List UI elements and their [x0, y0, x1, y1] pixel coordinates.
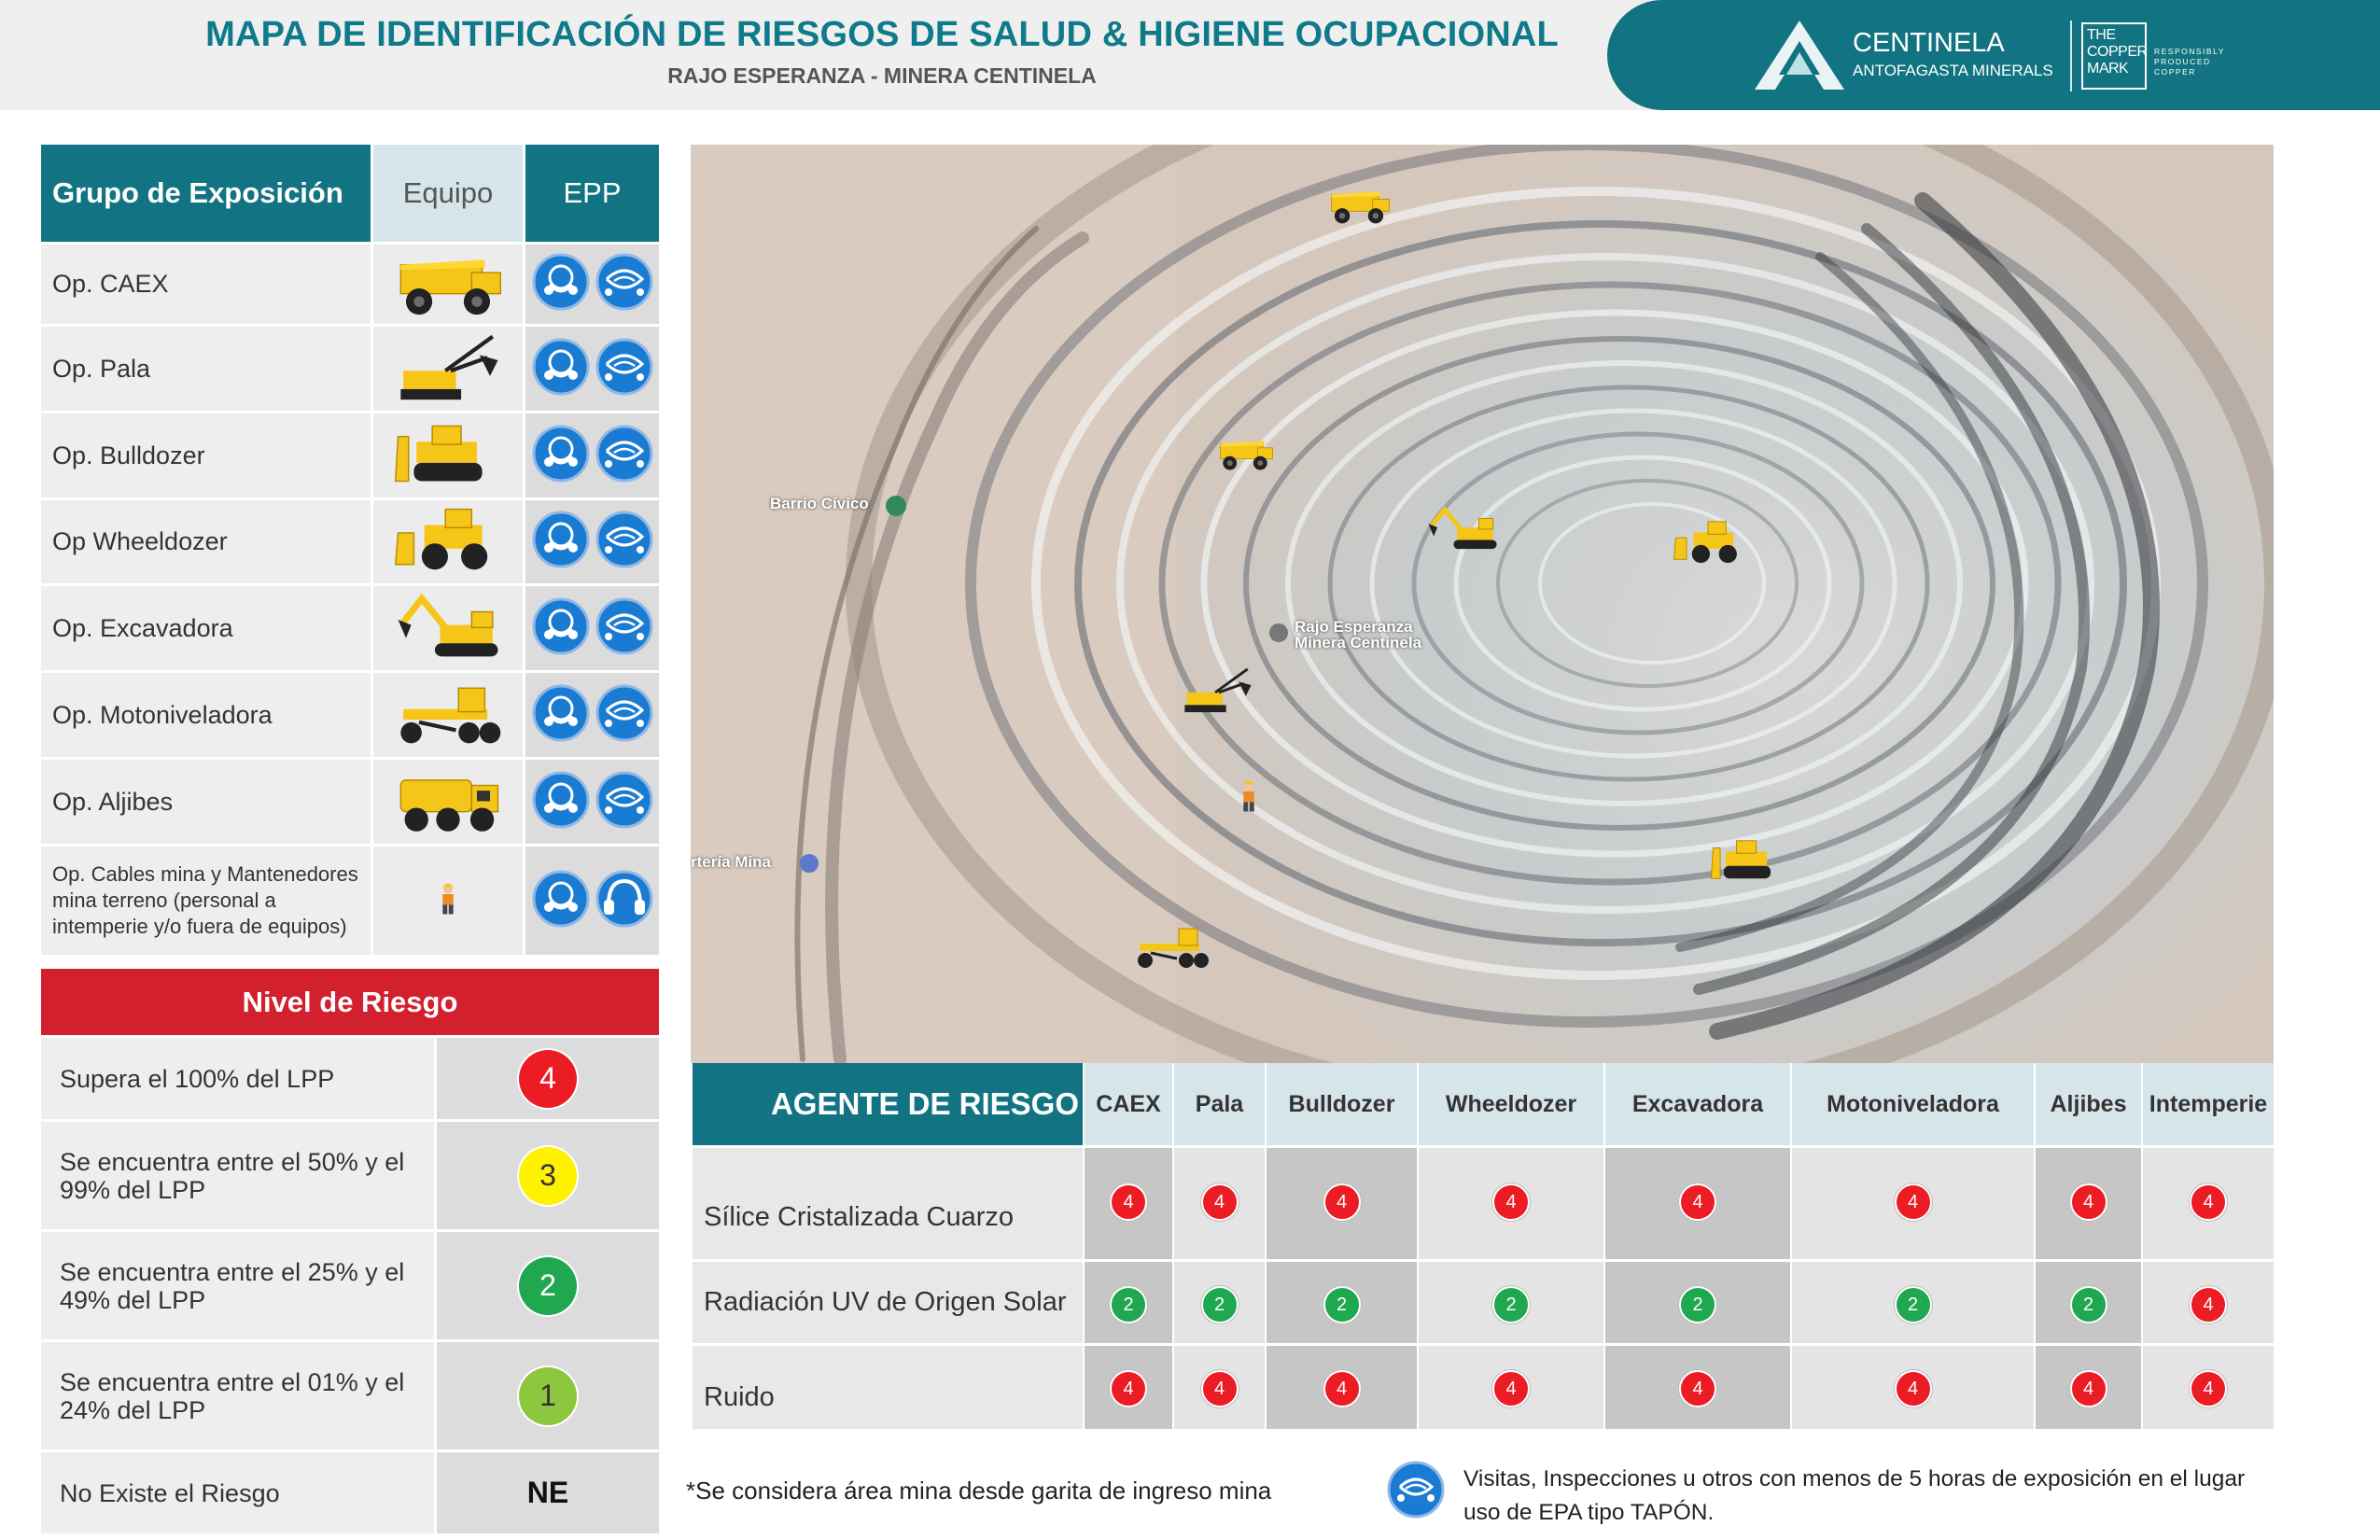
risk-badge: 4: [1110, 1370, 1147, 1407]
exposure-row-ppe: [525, 327, 662, 413]
matrix-cell: [2143, 1262, 2275, 1346]
mine-pit-map[interactable]: [691, 145, 2274, 1063]
map-marker-barrio: [886, 496, 906, 516]
haul-truck-icon: [1215, 434, 1275, 476]
earplug-icon: [595, 771, 653, 833]
earplug-icon: [595, 684, 653, 747]
worker-icon: [420, 873, 476, 930]
copper-mark-tagline: RESPONSIBLY PRODUCED COPPER: [2154, 47, 2225, 77]
copper-mark-logo: THE COPPER MARK: [2081, 22, 2147, 90]
mine-area-note: *Se considera área mina desde garita de ingreso mina: [686, 1477, 1272, 1505]
map-label-porteria: rtería Mina: [691, 853, 771, 871]
map-label-pit-line2: Minera Centinela: [1295, 634, 1422, 651]
risk-level-value: [437, 1122, 662, 1232]
risk-level-value: [437, 1452, 662, 1536]
respirator-icon: [532, 253, 590, 315]
respirator-icon: [532, 870, 590, 932]
earplug-icon: [595, 425, 653, 487]
motor-grader-icon: [392, 678, 504, 753]
earplug-icon: [595, 597, 653, 660]
exposure-row-ppe: [525, 760, 662, 847]
risk-badge: 4: [1895, 1183, 1932, 1221]
visit-note-line1: Visitas, Inspecciones u otros con menos de 5 horas de exposición en el lugar: [1463, 1466, 2246, 1491]
exposure-row-ppe: [525, 847, 662, 958]
risk-level-value: [437, 1038, 662, 1122]
excavator-icon: [1423, 504, 1502, 557]
haul-truck-icon: [1325, 184, 1393, 230]
matrix-cell: [1174, 1262, 1267, 1346]
wheeldozer-icon: [1671, 518, 1749, 571]
exposure-row-label: Op. Pala: [41, 327, 373, 413]
risk-badge: 4: [1110, 1183, 1147, 1221]
brand-divider: [2070, 21, 2072, 91]
risk-badge: 4: [2070, 1370, 2107, 1407]
earplug-icon: [595, 253, 653, 315]
exposure-row-label: Op. Motoniveladora: [41, 673, 373, 760]
risk-level-badge: 1: [519, 1367, 577, 1425]
exposure-row-equipment: [373, 847, 525, 958]
matrix-cell: [2143, 1346, 2275, 1432]
risk-badge: 2: [1679, 1286, 1716, 1323]
exposure-row-equipment: [373, 245, 525, 327]
brand-name: CENTINELA: [1853, 28, 2005, 58]
satellite-map-image: [691, 145, 2274, 1063]
risk-level-label: Se encuentra entre el 25% y el 49% del LPP: [41, 1232, 437, 1342]
motor-grader-icon: [1131, 921, 1211, 976]
exposure-row-label: Op. Excavadora: [41, 586, 373, 673]
shovel-icon: [1178, 665, 1256, 719]
matrix-cell: [1605, 1262, 1792, 1346]
matrix-column-header: Pala: [1174, 1063, 1267, 1148]
water-truck-icon: [392, 764, 504, 840]
respirator-icon: [532, 425, 590, 487]
risk-badge: 4: [1679, 1370, 1716, 1407]
matrix-cell: [1792, 1262, 2036, 1346]
matrix-cell: [2036, 1262, 2143, 1346]
matrix-agent-label: Ruido: [693, 1346, 1085, 1432]
matrix-title: AGENTE DE RIESGO: [693, 1063, 1085, 1148]
matrix-column-header: Wheeldozer: [1419, 1063, 1605, 1148]
risk-badge: 4: [1492, 1370, 1530, 1407]
exposure-row-label: Op. CAEX: [41, 245, 373, 327]
page-subtitle: RAJO ESPERANZA - MINERA CENTINELA: [667, 63, 1097, 88]
risk-level-badge: NE: [526, 1476, 569, 1509]
matrix-agent-label: Radiación UV de Origen Solar: [693, 1262, 1085, 1346]
matrix-column-header: Aljibes: [2036, 1063, 2143, 1148]
header-ppe: EPP: [525, 145, 662, 245]
exposure-row-equipment: [373, 327, 525, 413]
matrix-cell: [2036, 1346, 2143, 1432]
visit-note-line2: uso de EPA tipo TAPÓN.: [1463, 1500, 1715, 1525]
risk-badge: 4: [2190, 1183, 2227, 1221]
matrix-cell: [1085, 1148, 1174, 1262]
risk-level-badge: 4: [519, 1050, 577, 1108]
exposure-row-label: Op. Bulldozer: [41, 413, 373, 500]
centinela-logo-icon: [1755, 21, 1844, 90]
map-label-pit-line1: Rajo Esperanza: [1295, 618, 1413, 636]
matrix-column-header: Bulldozer: [1267, 1063, 1419, 1148]
matrix-cell: [1085, 1346, 1174, 1432]
matrix-cell: [1174, 1346, 1267, 1432]
exposure-row-equipment: [373, 760, 525, 847]
respirator-icon: [532, 684, 590, 747]
matrix-cell: [1792, 1346, 2036, 1432]
excavator-icon: [392, 591, 504, 666]
matrix-cell: [2036, 1148, 2143, 1262]
map-marker-porteria: [800, 854, 819, 873]
risk-badge: 4: [2190, 1370, 2227, 1407]
matrix-cell: [1419, 1148, 1605, 1262]
matrix-cell: [1267, 1346, 1419, 1432]
matrix-column-header: CAEX: [1085, 1063, 1174, 1148]
risk-badge: 4: [2190, 1286, 2227, 1323]
risk-badge: 2: [1201, 1286, 1239, 1323]
exposure-row-ppe: [525, 413, 662, 500]
matrix-column-header: Intemperie: [2143, 1063, 2275, 1148]
risk-badge: 4: [1323, 1183, 1361, 1221]
page-title: MAPA DE IDENTIFICACIÓN DE RIESGOS DE SALUD & HIGIENE OCUPACIONAL: [205, 15, 1559, 54]
matrix-cell: [2143, 1148, 2275, 1262]
earplug-icon: [595, 338, 653, 400]
exposure-row-label: Op Wheeldozer: [41, 500, 373, 586]
matrix-agent-label: Sílice Cristalizada Cuarzo: [693, 1148, 1085, 1262]
risk-level-badge: 2: [519, 1257, 577, 1315]
risk-level-label: Se encuentra entre el 01% y el 24% del LPP: [41, 1342, 437, 1452]
map-marker-pit: [1269, 623, 1288, 642]
risk-level-label: Supera el 100% del LPP: [41, 1038, 437, 1122]
risk-badge: 4: [1201, 1370, 1239, 1407]
risk-badge: 4: [2070, 1183, 2107, 1221]
bulldozer-icon: [1708, 835, 1786, 889]
risk-level-label: No Existe el Riesgo: [41, 1452, 437, 1536]
risk-badge: 4: [1895, 1370, 1932, 1407]
earplug-icon: [595, 511, 653, 573]
risk-level-title: Nivel de Riesgo: [41, 969, 662, 1038]
respirator-icon: [532, 771, 590, 833]
matrix-cell: [1419, 1346, 1605, 1432]
risk-badge: 4: [1323, 1370, 1361, 1407]
risk-level-value: [437, 1342, 662, 1452]
respirator-icon: [532, 511, 590, 573]
matrix-cell: [1267, 1148, 1419, 1262]
exposure-row-ppe: [525, 500, 662, 586]
haul-truck-icon: [392, 246, 504, 322]
exposure-row-ppe: [525, 245, 662, 327]
risk-badge: 4: [1679, 1183, 1716, 1221]
map-label-barrio: Barrio Cívico: [770, 495, 869, 512]
matrix-cell: [1174, 1148, 1267, 1262]
header-group: Grupo de Exposición: [41, 145, 373, 245]
matrix-cell: [1419, 1262, 1605, 1346]
exposure-row-ppe: [525, 673, 662, 760]
exposure-row-equipment: [373, 673, 525, 760]
matrix-cell: [1267, 1262, 1419, 1346]
risk-level-badge: 3: [519, 1147, 577, 1205]
wheeldozer-icon: [392, 504, 504, 580]
risk-level-label: Se encuentra entre el 50% y el 99% del LPP: [41, 1122, 437, 1232]
shovel-icon: [392, 331, 504, 407]
risk-badge: 2: [1110, 1286, 1147, 1323]
risk-badge: 2: [2070, 1286, 2107, 1323]
respirator-icon: [532, 597, 590, 660]
matrix-cell: [1792, 1148, 2036, 1262]
header-equipment: Equipo: [373, 145, 525, 245]
map-label-pit: [1295, 619, 1421, 651]
risk-level-value: [437, 1232, 662, 1342]
earplug-icon: [1387, 1461, 1445, 1519]
bulldozer-icon: [392, 418, 504, 494]
exposure-row-equipment: [373, 586, 525, 673]
respirator-icon: [532, 338, 590, 400]
risk-badge: 2: [1323, 1286, 1361, 1323]
matrix-cell: [1605, 1148, 1792, 1262]
matrix-column-header: Motoniveladora: [1792, 1063, 2036, 1148]
exposure-row-ppe: [525, 586, 662, 673]
risk-badge: 2: [1492, 1286, 1530, 1323]
matrix-cell: [1085, 1262, 1174, 1346]
risk-badge: 2: [1895, 1286, 1932, 1323]
risk-badge: 4: [1201, 1183, 1239, 1221]
exposure-row-label: Op. Aljibes: [41, 760, 373, 847]
worker-icon: [1221, 770, 1277, 827]
risk-badge: 4: [1492, 1183, 1530, 1221]
matrix-column-header: Excavadora: [1605, 1063, 1792, 1148]
exposure-row-equipment: [373, 500, 525, 586]
matrix-cell: [1605, 1346, 1792, 1432]
exposure-row-equipment: [373, 413, 525, 500]
visit-ppe-note: [1463, 1463, 2341, 1530]
brand-subname: ANTOFAGASTA MINERALS: [1853, 62, 2053, 79]
earmuff-icon: [595, 870, 653, 932]
exposure-row-label: Op. Cables mina y Mantenedores mina terreno (personal a intemperie y/o fuera de equipos): [41, 847, 373, 958]
